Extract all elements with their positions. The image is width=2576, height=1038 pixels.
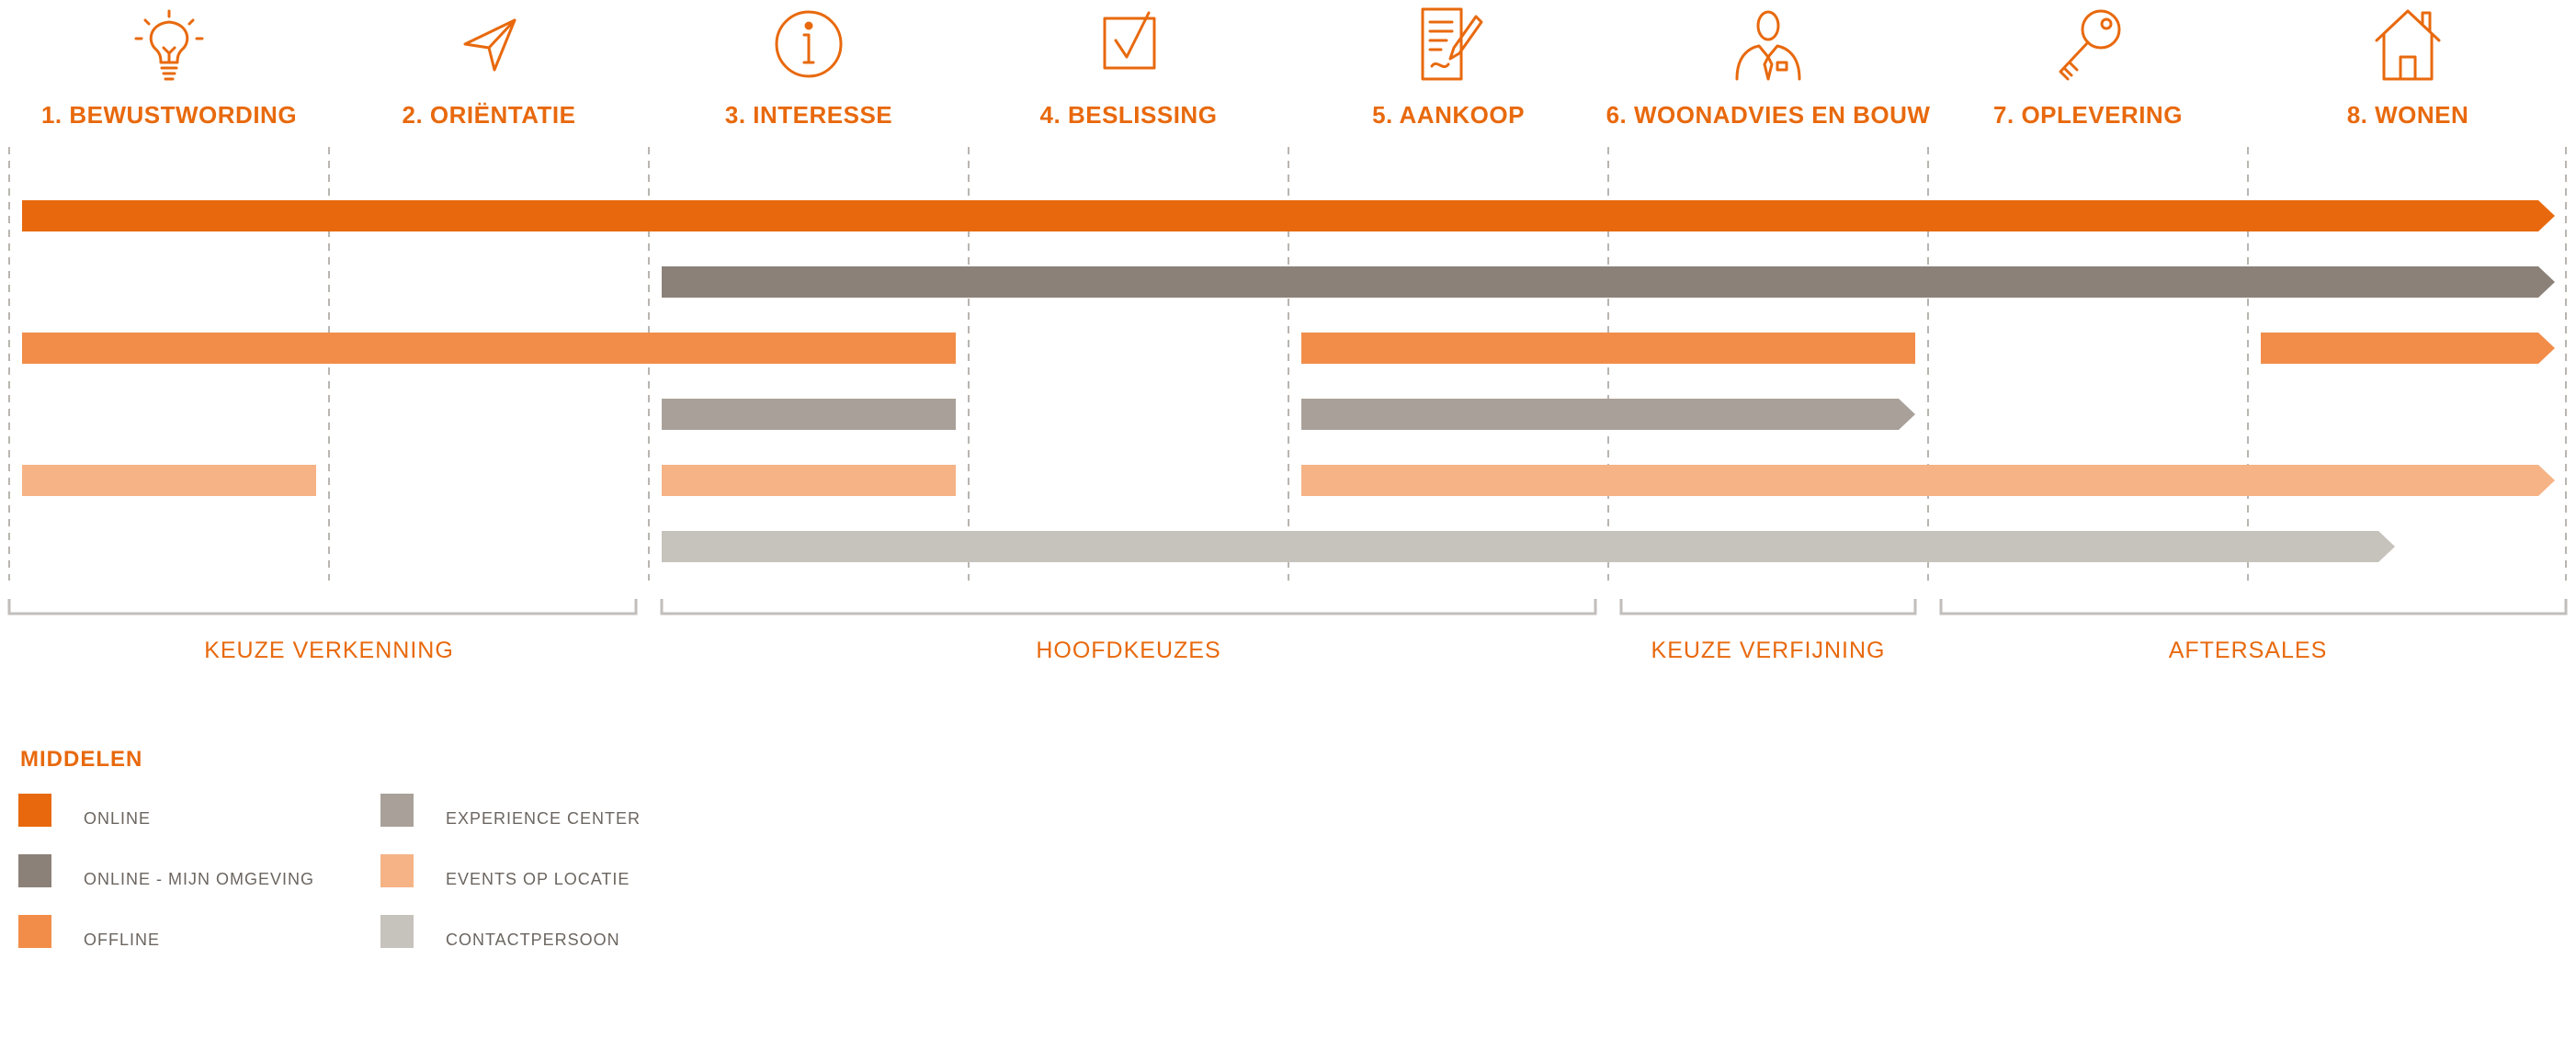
legend-swatch: [380, 854, 414, 887]
group-label: KEUZE VERKENNING: [204, 637, 454, 663]
phase-label: 1. BEWUSTWORDING: [40, 101, 298, 129]
key-icon: [2060, 11, 2119, 79]
phase-label: 5. AANKOOP: [1372, 101, 1525, 129]
phase-label: 4. BESLISSING: [1039, 101, 1218, 129]
channel-bar: [22, 465, 316, 496]
group-bracket: [662, 599, 1595, 614]
phase-icons: [136, 9, 2439, 79]
legend-label: OFFLINE: [84, 931, 161, 949]
channel-bar: [22, 333, 956, 364]
channel-bar: [1301, 399, 1915, 430]
phase-label: 8. WONEN: [2346, 101, 2469, 129]
legend: [18, 747, 641, 949]
channel-bar: [2261, 333, 2555, 364]
channel-bar: [662, 465, 956, 496]
legend-swatch: [380, 915, 414, 948]
legend-label: ONLINE: [84, 809, 152, 828]
group-bracket: [1941, 599, 2566, 614]
legend-label: EXPERIENCE CENTER: [446, 809, 641, 828]
legend-swatch: [380, 794, 414, 827]
legend-swatch: [18, 915, 51, 948]
phase-labels: [41, 101, 2468, 129]
phase-label: 6. WOONADVIES EN BOUW: [1606, 101, 1931, 129]
channel-bar: [662, 266, 2555, 298]
paper-plane-icon: [465, 20, 515, 70]
legend-label: EVENTS OP LOCATIE: [446, 870, 630, 888]
house-icon: [2377, 11, 2439, 79]
group-label: KEUZE VERFIJNING: [1651, 637, 1886, 663]
channel-bar: [1301, 465, 2555, 496]
legend-label: CONTACTPERSOON: [446, 931, 620, 949]
channel-bar: [662, 531, 2395, 562]
phase-groups: [9, 599, 2566, 663]
lightbulb-icon: [136, 11, 202, 79]
advisor-icon: [1737, 12, 1799, 79]
phase-label: 3. INTERESSE: [724, 101, 893, 129]
legend-swatch: [18, 854, 51, 887]
group-bracket: [9, 599, 636, 614]
checkbox-icon: [1105, 13, 1154, 68]
group-bracket: [1621, 599, 1915, 614]
group-label: HOOFDKEUZES: [1036, 637, 1221, 663]
legend-swatch: [18, 794, 51, 827]
phase-label: 2. ORIËNTATIE: [402, 101, 576, 129]
phase-label: 7. OPLEVERING: [1993, 101, 2183, 129]
info-icon: [777, 12, 841, 76]
channel-bar: [22, 200, 2555, 231]
group-label: AFTERSALES: [2168, 637, 2328, 663]
legend-label: ONLINE - MIJN OMGEVING: [84, 870, 315, 888]
contract-icon: [1423, 9, 1481, 79]
legend-title: MIDDELEN: [20, 747, 143, 772]
channel-bar: [662, 399, 956, 430]
channel-bar: [1301, 333, 1915, 364]
